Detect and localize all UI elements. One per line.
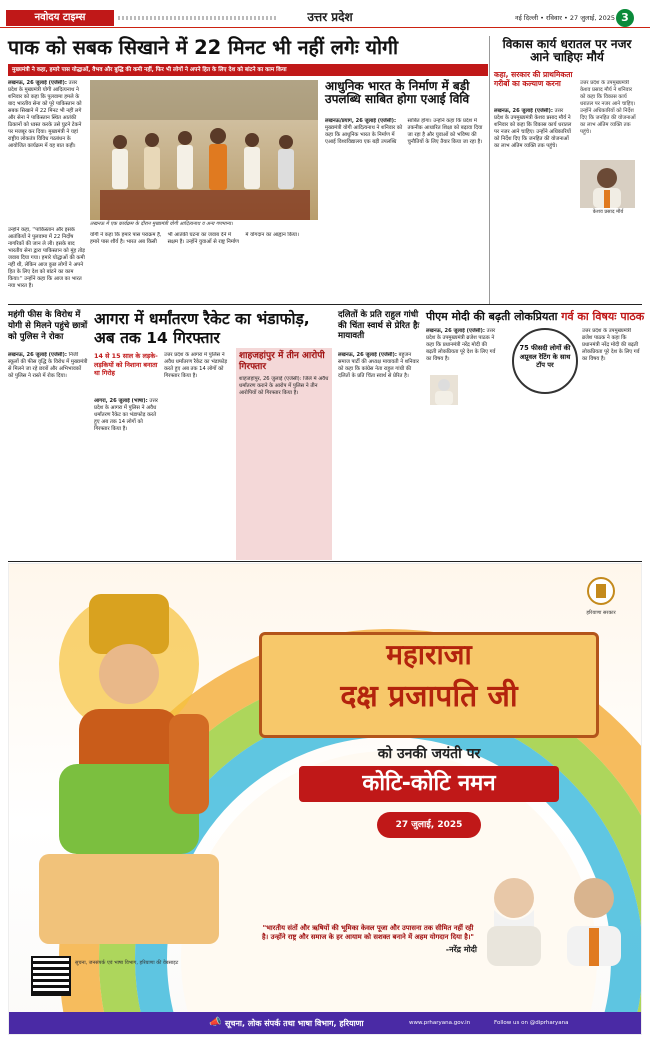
ad-quote-by: -नरेंद्र मोदी [445, 945, 477, 954]
modi-badge-text: 75 फीसदी लोगों की अप्रूवल रेटिंग के साथ टॉप पर [519, 344, 571, 369]
fees-byline: लखनऊ, 26 जुलाई (एजेंसी): [8, 352, 67, 358]
shah-headline: शाहजहांपुर में तीन आरोपी गिरफ्तार [239, 351, 325, 372]
lead-body2: उन्होंने कहा, ''पाकिस्तान और इसके आतंकियों ने पुलवामा में 22 निर्दोष नागरिकों की जान ले ली। इसके बाद भारतीय सेना द्वारा पाकिस्तान को मुंह तोड़ जवाब दिया गया। हमारे योद्धाओं की कमी नहीं थी, लेकिन आज कुछ लोगों ने अपने हित के लिए देश को बांटने का काम किया।'' उन्होंने कहा कि आज का भारत नया भारत है। [8, 227, 85, 289]
portrait-modi [479, 870, 549, 966]
modi-byline: लखनऊ, 26 जुलाई (एजेंसी): [426, 328, 485, 334]
rule-vert [489, 36, 490, 304]
vikas-photo [580, 160, 635, 208]
ad-sub: को उनकी जयंती पर [377, 746, 481, 762]
shah-box [236, 348, 332, 560]
fees-headline: महंगी फीस के विरोध में योगी से मिलने पहुंचे छात्रों को पुलिस ने रोका [8, 310, 88, 342]
agra-body: उत्तर प्रदेश के आगरा में पुलिस ने अवैध धर्मांतरण रैकेट का भंडाफोड़ करते हुए अब तक 14 लोगों को गिरफ्तार किया है। [94, 398, 158, 432]
modern-body: मुख्यमंत्री योगी आदित्यनाथ ने शनिवार को कहा कि आधुनिक भारत के निर्माण में एआई विश्वविद्यालय एक बड़ी उपलब्धि साबित होगा। उन्होंने कहा कि प्रदेश में तकनीक आधारित शिक्षा को बढ़ावा दिया जा रहा है और युवाओं को भविष्य की चुनौतियों के लिए तैयार किया जा रहा है। [325, 118, 483, 145]
portrait-cm [559, 870, 629, 966]
modi-col1 [426, 328, 498, 560]
qr-caption: सूचना, जनसंपर्क एवं भाषा विभाग, हरियाणा की वेबसाइट [75, 960, 179, 966]
page-number: 3 [616, 9, 634, 27]
masthead-bar [0, 8, 650, 28]
vikas-body: उत्तर प्रदेश के उपमुख्यमंत्री केशव प्रसाद मौर्य ने शनिवार को कहा कि विकास कार्य धरातल पर नजर आने चाहिए। उन्होंने अधिकारियों को निर्देश दिए कि जनहित की योजनाओं का लाभ अंतिम व्यक्ति तक पहुंचे। [494, 108, 572, 149]
brand-logo: नवोदय टाइम्स [6, 10, 114, 26]
modi-headline [426, 310, 645, 323]
rule-mid [8, 304, 642, 305]
lead-headline: पाक को सबक सिखाने में 22 मिनट भी नहीं लगेः योगी [8, 36, 399, 59]
modi-body: उत्तर प्रदेश के उपमुख्यमंत्री ब्रजेश पाठक ने कहा कि प्रधानमंत्री नरेंद्र मोदी की बढ़ती लोकप्रियता पूरे देश के लिए गर्व का विषय है। [426, 328, 496, 362]
ad-quote-box [259, 924, 477, 955]
ad-title-line2: दक्ष प्रजापति जी [340, 679, 518, 714]
lead-byline: लखनऊ, 26 जुलाई (एजेंसी): [8, 80, 67, 86]
ad-title-line1: महाराजा [386, 638, 472, 671]
lead-photo-illustration [90, 80, 318, 220]
lead-photo [90, 80, 318, 220]
ad-figure-illustration [19, 584, 249, 954]
rahul-body: बहुजन समाज पार्टी की अध्यक्ष मायावती ने शनिवार को कहा कि कांग्रेस नेता राहुल गांधी की दलितों के प्रति चिंता स्वार्थ से प्रेरित है। [338, 352, 419, 379]
modi-badge [512, 328, 578, 394]
logo-label: हरियाणा सरकार [586, 610, 616, 616]
lead-col1 [8, 80, 85, 225]
ad-footer [9, 1012, 642, 1035]
lead-body3: योगी ने कहा कि हमारे पास पराक्रम है, हमारे पास शौर्य है। भारत अब किसी भी आतंकी घटना का जवाब देने में सक्षम है। उन्होंने युवाओं से राष्ट्र निर्माण में योगदान का आह्वान किया। [90, 232, 299, 245]
modern-headline: आधुनिक भारत के निर्माण में बड़ी उपलब्धि साबित होगा एआई विवि [325, 79, 470, 106]
vikas-body-cont: उत्तर प्रदेश के उपमुख्यमंत्री केशव प्रसाद मौर्य ने शनिवार को कहा कि विकास कार्य धरातल पर नजर आने चाहिए। उन्होंने अधिकारियों को निर्देश दिए कि जनहित की योजनाओं का लाभ अंतिम व्यक्ति तक पहुंचे। [580, 80, 636, 135]
lead-col-bottom [90, 232, 318, 302]
lead-body: उत्तर प्रदेश के मुख्यमंत्री योगी आदित्यनाथ ने शनिवार को कहा कि पुलवामा हमले के बाद भारतीय सेना को पूरे पाकिस्तान को सबक सिखाने में 22 मिनट भी नहीं लगे और सेना ने पाकिस्तान स्थित आतंकी ठिकानों को ध्वस्त करके उसे घुटने टेकने पर मजबूर कर दिया। मुख्यमंत्री ने यहां राष्ट्रीय लोकतंत्र विविध गठबंधन के आयोजित कार्यक्रम में यह बात कही। [8, 80, 82, 149]
modern-body-box [325, 118, 485, 302]
masthead-dots [118, 16, 278, 20]
ad-footer-web: www.prharyana.gov.in [409, 1020, 471, 1026]
modi-headline-accent: गर्व का विषयः पाठक [561, 310, 645, 323]
ad-footer-text: सूचना, लोक संपर्क तथा भाषा विभाग, हरियाणा [225, 1019, 364, 1028]
agra-sub: 14 से 15 साल के लड़के-लड़कियों को निशाना बनाता था गिरोह [94, 352, 158, 377]
vikas-col1 [494, 108, 574, 302]
shah-body: शाहजहांपुर, 26 जुलाई (एजेंसी): जिले में अवैध धर्मांतरण कराने के आरोप में पुलिस ने तीन आरोपियों को गिरफ्तार किया है। [239, 376, 329, 396]
modi-body-cont: उत्तर प्रदेश के उपमुख्यमंत्री ब्रजेश पाठक ने कहा कि प्रधानमंत्री नरेंद्र मोदी की बढ़ती लोकप्रियता पूरे देश के लिए गर्व का विषय है। [582, 328, 640, 362]
rahul-byline: लखनऊ, 26 जुलाई (एजेंसी): [338, 352, 397, 358]
fees-body: निजी स्कूलों की फीस वृद्धि के विरोध में मुख्यमंत्री से मिलने जा रहे छात्रों और अभिभावकों को पुलिस ने रास्ते में रोक दिया। [8, 352, 88, 379]
agra-headline [94, 310, 334, 348]
modi-headline-text: पीएम मोदी की बढ़ती लोकप्रियता [426, 310, 558, 323]
vikas-headline: विकास कार्य धरातल पर नजर आने चाहिएः मौर्य [502, 37, 632, 64]
section-title: उत्तर प्रदेश [307, 10, 353, 24]
lead-kicker: मुख्यमंत्री ने कहा, हमारे पास योद्धाओं, वैभव और बुद्धि की कमी नहीं, फिर भी लोगों ने अपने हित के लिए देश को बांटने का काम किया [8, 64, 488, 76]
ad-panel [8, 563, 642, 1035]
agra-col2 [164, 352, 230, 560]
lead-col1b [8, 227, 85, 302]
megaphone-icon: 📣 [209, 1017, 222, 1028]
modi-col2 [582, 328, 642, 560]
modern-byline: लखनऊ/प्रयाग, 26 जुलाई (एजेंसी): [325, 118, 397, 124]
haryana-logo [571, 576, 631, 616]
vikas-byline: लखनऊ, 26 जुलाई (एजेंसी): [494, 108, 553, 114]
vikas-col2 [580, 80, 638, 158]
agra-body-cont: उत्तर प्रदेश के आगरा में पुलिस ने अवैध धर्मांतरण रैकेट का भंडाफोड़ करते हुए अब तक 14 लोगों को गिरफ्तार किया है। [164, 352, 228, 379]
edition-line: नई दिल्ली • रविवार • 27 जुलाई, 2025 [515, 14, 615, 22]
ad-title-plaque [259, 632, 599, 738]
agra-byline: आगरा, 26 जुलाई (भाषा): [94, 398, 148, 404]
ad-main-banner: कोटि-कोटि नमन [299, 766, 559, 802]
ad-footer-social: Follow us on @diprharyana [494, 1020, 569, 1026]
agra-headline-text: आगरा में धर्मांतरण रैकेट का भंडाफोड़, अब तक 14 गिरफ्तार [94, 310, 310, 347]
ad-date: 27 जुलाई, 2025 [377, 812, 481, 838]
vikas-kicker: कहा, सरकार की प्राथमिकता गरीबों का कल्याण करना [494, 70, 573, 88]
rahul-body-box [338, 352, 420, 560]
qr-code [31, 956, 71, 996]
rule-ad [8, 561, 642, 562]
fees-body-box [8, 352, 88, 560]
ad-quote: "भारतीय संतों और ऋषियों की भूमिका केवल पूजा और उपासना तक सीमित नहीं रही है। उन्होंने राष्ट्र और समाज के हर आयाम को सशक्त बनाने में अहम योगदान दिया है।" [262, 924, 474, 941]
modi-photo [430, 375, 458, 405]
emblem-icon [586, 576, 616, 606]
rahul-headline: दलितों के प्रति राहुल गांधी की चिंता स्वार्थ से प्रेरित हैः मायावती [338, 310, 420, 341]
lead-photo-caption: लखनऊ में एक कार्यक्रम के दौरान मुख्यमंत्री योगी आदित्यनाथ व अन्य गणमान्य। [90, 221, 233, 227]
agra-body-box [94, 398, 160, 560]
vikas-photo-caption: केशव प्रसाद मौर्य [592, 209, 624, 215]
